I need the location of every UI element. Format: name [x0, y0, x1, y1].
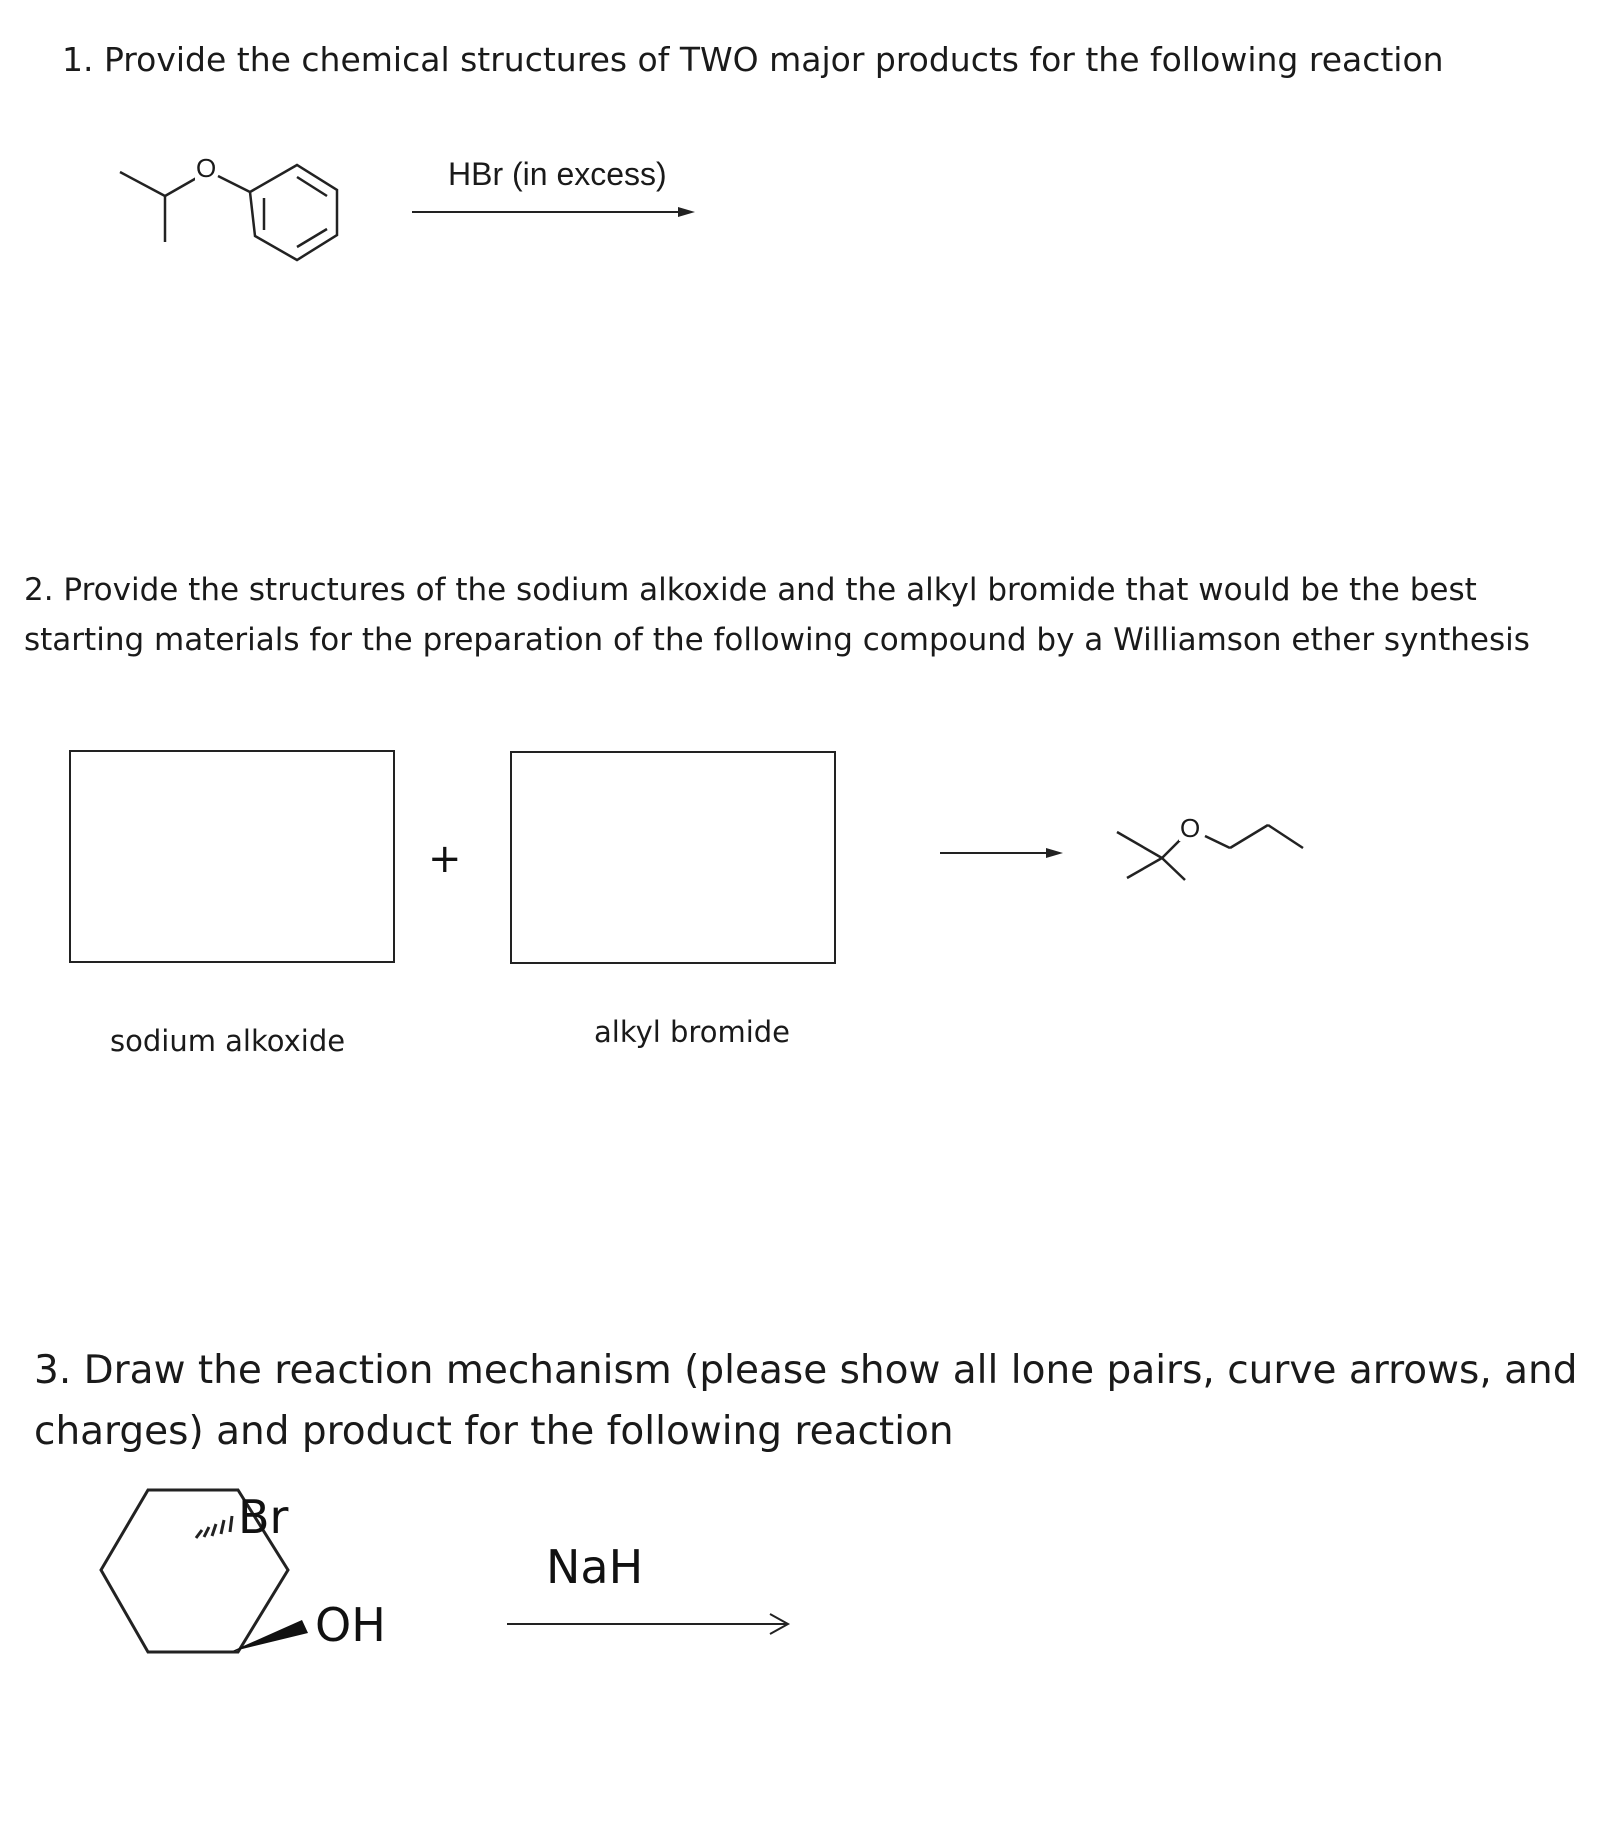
question-3-line-2: charges) and product for the following reaction [34, 1409, 954, 1454]
sodium-alkoxide-label: sodium alkoxide [110, 1024, 346, 1058]
alkyl-bromide-label: alkyl bromide [594, 1015, 791, 1049]
hydroxyl-label: OH [315, 1598, 386, 1652]
question-2-line-2: starting materials for the preparation of the following compound by a Williamson ether synthesis [24, 622, 1530, 658]
question-3-line-1: 3. Draw the reaction mechanism (please show all lone pairs, curve arrows, and [34, 1348, 1578, 1393]
ether-oxygen-label: O [1180, 813, 1201, 843]
hbr-reagent-label: HBr (in excess) [448, 156, 667, 192]
question-2-line-1: 2. Provide the structures of the sodium alkoxide and the alkyl bromide that would be the best [24, 572, 1477, 608]
nah-reagent-label: NaH [546, 1540, 644, 1594]
oxygen-atom-label: O [196, 153, 217, 183]
bromine-label: Br [238, 1490, 289, 1544]
question-1-text: 1. Provide the chemical structures of TWO major products for the following reaction [62, 40, 1444, 79]
plus-sign: + [428, 836, 462, 882]
